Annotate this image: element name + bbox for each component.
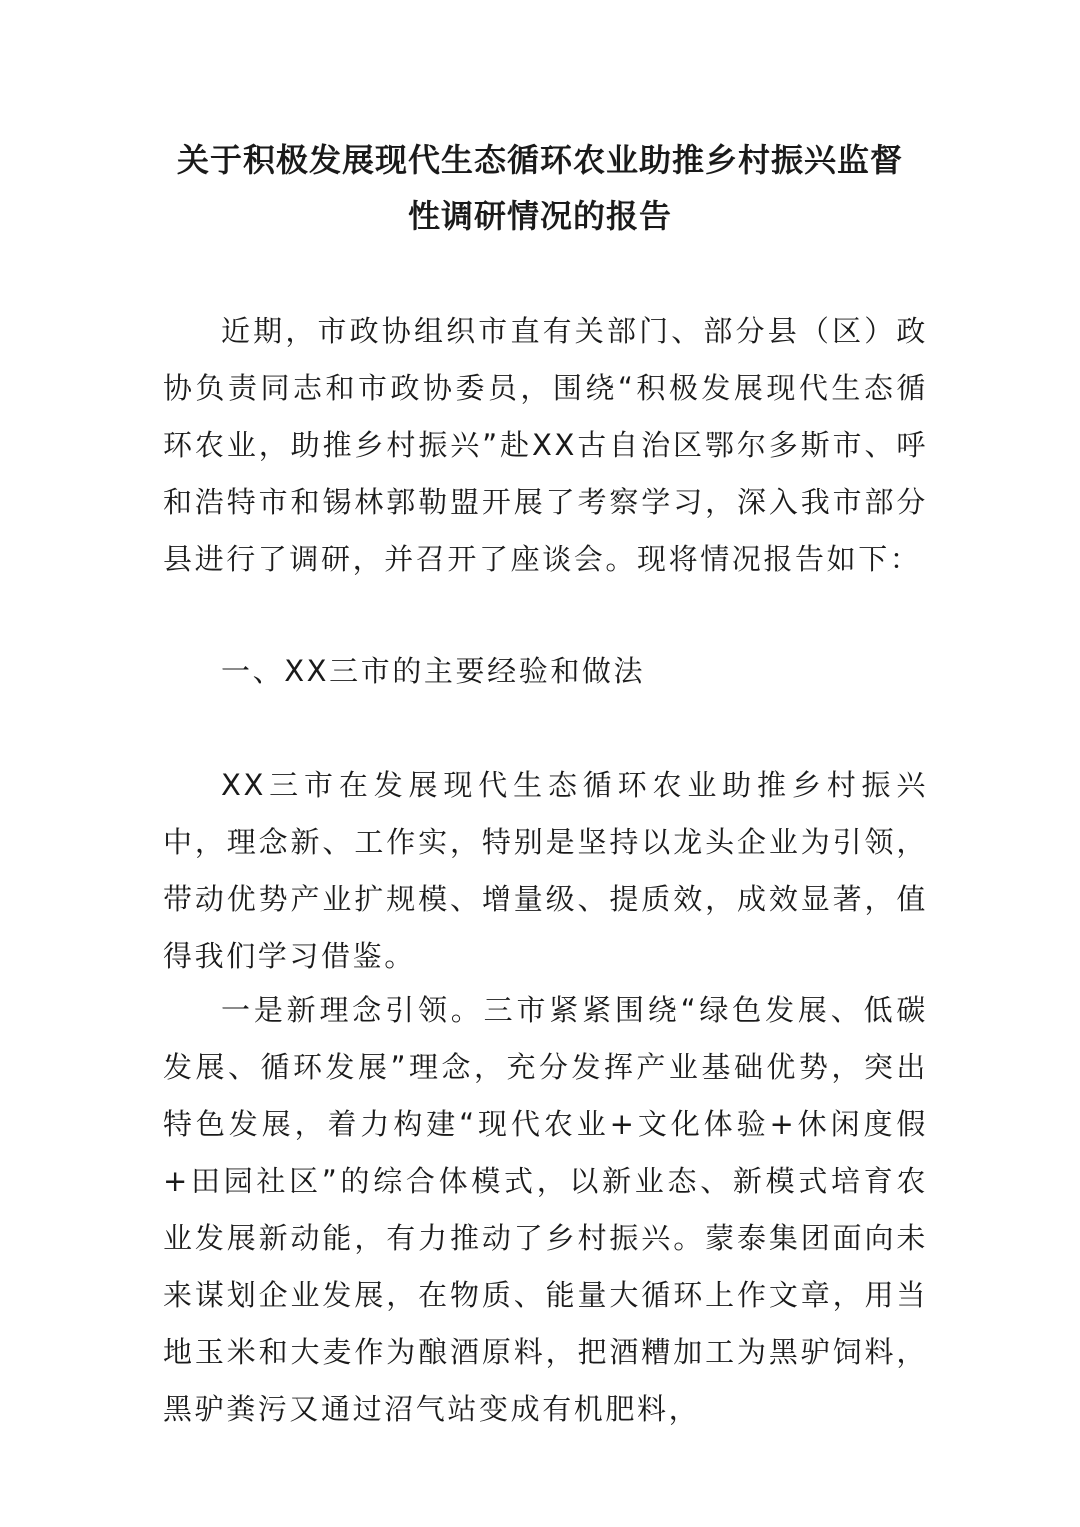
- paragraph-new-concept: 一是新理念引领。三市紧紧围绕“绿色发展、低碳发展、循环发展”理念，充分发挥产业基础优势，突出特色发展，着力构建“现代农业+文化体验+休闲度假+田园社区”的综合体模式，以新业态、新模式培育农业发展新动能，有力推动了乡村振兴。蒙泰集团面向未来谋划企业发展，在物质、能量大循环上作文章，用当地玉米和大麦作为酿酒原料，把酒糟加工为黑驴饲料，黑驴粪污又通过沼气站变成有机肥料，: [163, 993, 928, 1426]
- document-title-line-1: 关于积极发展现代生态循环农业助推乡村振兴监督: [176, 141, 903, 179]
- document-title-line-2: 性调研情况的报告: [407, 197, 672, 235]
- paragraph-section-summary: XX三市在发展现代生态循环农业助推乡村振兴中，理念新、工作实，特别是坚持以龙头企业为引领，带动优势产业扩规模、增量级、提质效，成效显著，值得我们学习借鉴。: [163, 768, 928, 973]
- section-heading-1: 一、XX三市的主要经验和做法: [221, 654, 646, 688]
- paragraph-intro: 近期，市政协组织市直有关部门、部分县（区）政协负责同志和市政协委员，围绕“积极发展现代生态循环农业，助推乡村振兴”赴XX古自治区鄂尔多斯市、呼和浩特市和锡林郭勒盟开展了考察学习，深入我市部分县进行了调研，并召开了座谈会。现将情况报告如下：: [163, 314, 928, 576]
